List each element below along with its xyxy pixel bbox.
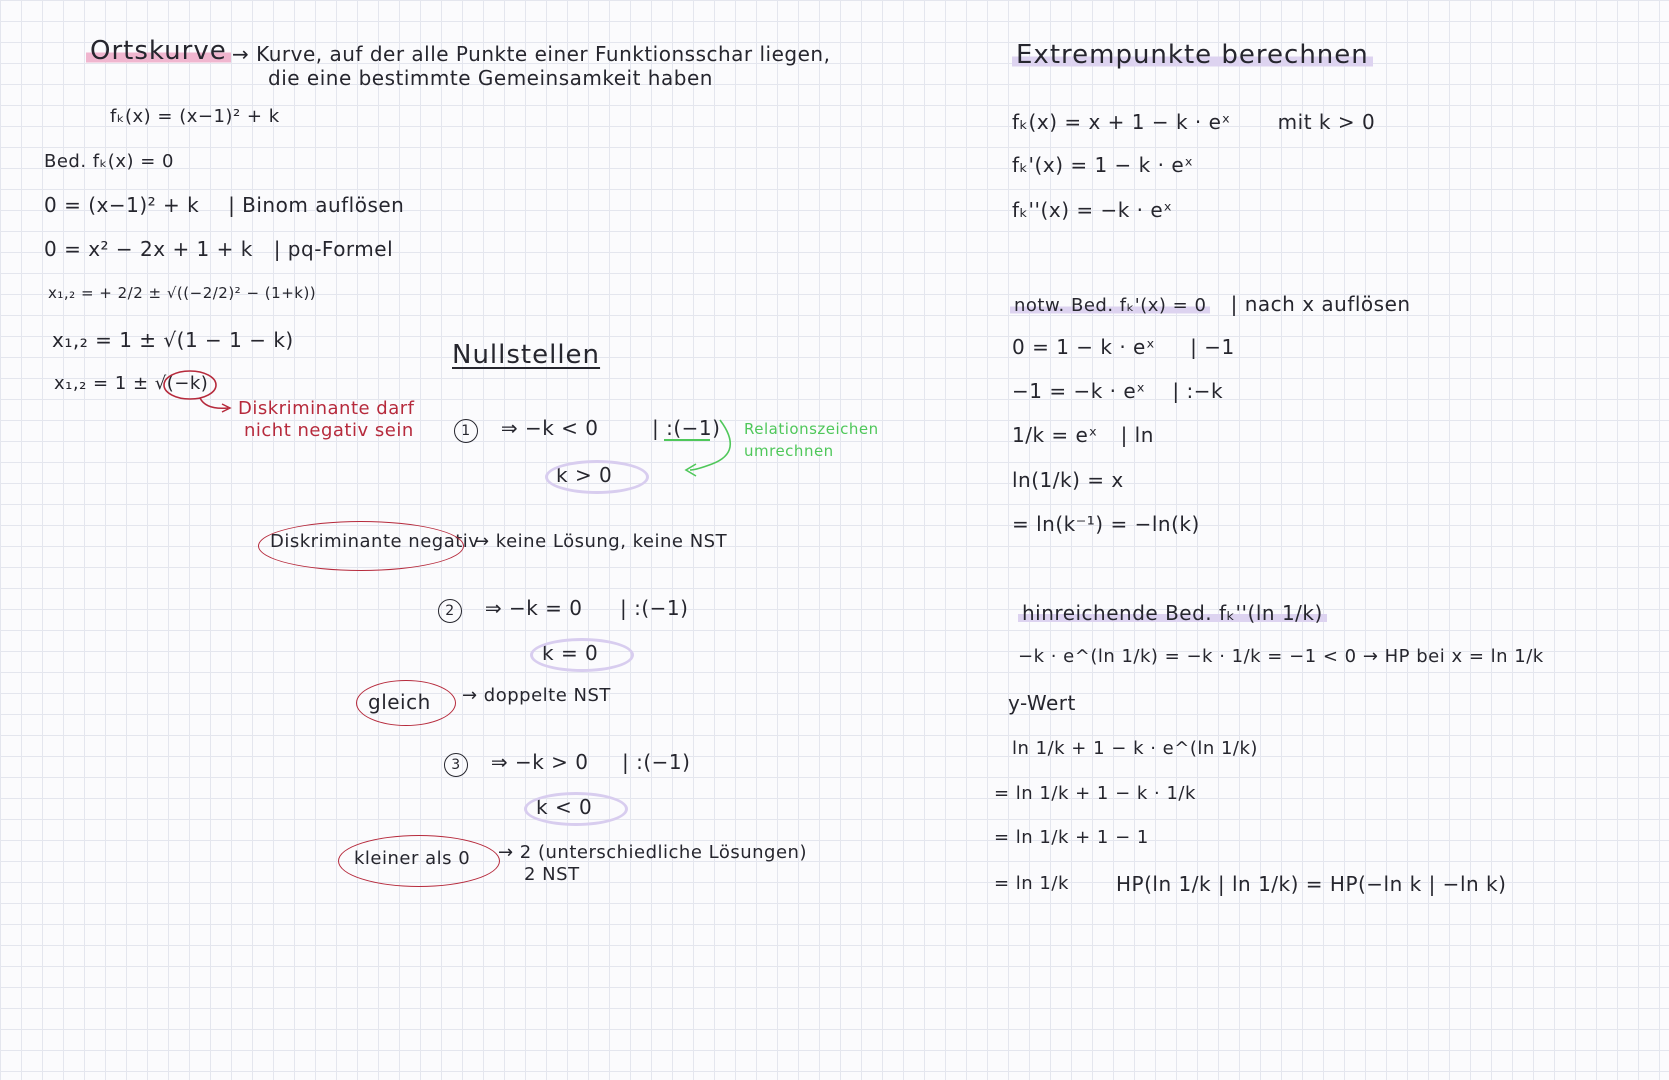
ortskurve-definition-line2: die eine bestimmte Gemeinsamkeit haben [268, 66, 713, 90]
discriminant-arrowhead [222, 404, 230, 412]
case3-result: k < 0 [536, 795, 593, 819]
discriminant-note-line2: nicht negativ sein [244, 420, 414, 441]
case2-label-circle [356, 680, 456, 726]
solve-step1: 0 = 1 − k · eˣ | −1 [1012, 335, 1235, 359]
case2-operation: | :(−1) [620, 596, 689, 620]
pq-formula-step2: x₁,₂ = 1 ± √(1 − 1 − k) [52, 328, 294, 352]
case3-label-circle [338, 835, 500, 887]
case1-number: 1 [454, 419, 478, 443]
pq-formula-step3: x₁,₂ = 1 ± √(−k) [54, 373, 209, 394]
case2-conclusion: → doppelte NST [462, 685, 611, 706]
necessary-condition: notw. Bed. fₖ'(x) = 0 | nach x auflösen [1010, 292, 1411, 317]
derivative-2: fₖ''(x) = −k · eˣ [1012, 198, 1173, 222]
case1-label: Diskriminante negativ [270, 531, 480, 552]
condition-zero: Bed. fₖ(x) = 0 [44, 151, 174, 172]
high-point-result: HP(ln 1/k | ln 1/k) = HP(−ln k | −ln k) [1116, 872, 1507, 896]
solve-step4: ln(1/k) = x [1012, 468, 1124, 492]
case2-result: k = 0 [542, 641, 599, 665]
case1-note-line2: umrechnen [744, 442, 834, 460]
discriminant-note-line1: Diskriminante darf [238, 398, 415, 419]
y-value-step2: = ln 1/k + 1 − k · 1/k [994, 783, 1196, 804]
ortskurve-definition-line1: → Kurve, auf der alle Punkte einer Funktionsschar liegen, [232, 42, 831, 66]
green-arrowhead [686, 464, 696, 476]
case3-conclusion-line2: 2 NST [524, 864, 580, 885]
case1-result: k > 0 [556, 463, 613, 487]
case2-number: 2 [438, 599, 462, 623]
y-value-label: y-Wert [1008, 691, 1076, 715]
case1-result-highlight [545, 460, 649, 494]
sufficient-condition: hinreichende Bed. fₖ''(ln 1/k) [1018, 601, 1327, 625]
extrempunkte-title: Extrempunkte berechnen [1012, 40, 1373, 70]
derivative-1: fₖ'(x) = 1 − k · eˣ [1012, 153, 1194, 177]
y-value-step1: ln 1/k + 1 − k · e^(ln 1/k) [1012, 738, 1258, 759]
equation-binom: 0 = (x−1)² + k | Binom auflösen [44, 193, 405, 217]
case3-result-highlight [524, 792, 628, 826]
solve-step5: = ln(k⁻¹) = −ln(k) [1012, 512, 1200, 536]
y-value-step3: = ln 1/k + 1 − 1 [994, 827, 1149, 848]
function-f: fₖ(x) = x + 1 − k · eˣ mit k > 0 [1012, 110, 1376, 134]
ortskurve-title: Ortskurve [86, 36, 231, 66]
case3-equation: 3 ⇒ −k > 0 [444, 750, 589, 777]
nullstellen-title: Nullstellen [452, 340, 601, 370]
case3-conclusion-line1: → 2 (unterschiedliche Lösungen) [498, 842, 807, 863]
case3-label: kleiner als 0 [354, 848, 471, 869]
case1-equation: 1 ⇒ −k < 0 [454, 416, 599, 443]
function-definition: fₖ(x) = (x−1)² + k [110, 106, 280, 127]
case2-label: gleich [368, 690, 431, 714]
equation-expanded: 0 = x² − 2x + 1 + k | pq-Formel [44, 237, 394, 261]
case1-operation: | :(−1) [652, 416, 721, 440]
solve-step2: −1 = −k · eˣ | :−k [1012, 379, 1224, 403]
y-value-step4: = ln 1/k [994, 873, 1069, 894]
case1-conclusion: → keine Lösung, keine NST [474, 531, 728, 552]
sufficient-condition-equation: −k · e^(ln 1/k) = −k · 1/k = −1 < 0 → HP bei x = ln 1/k [1018, 646, 1544, 667]
case2-result-highlight [530, 638, 634, 672]
pq-formula-step1: x₁,₂ = + 2/2 ± √((−2/2)² − (1+k)) [48, 284, 317, 302]
case1-label-circle [258, 521, 464, 571]
solve-step3: 1/k = eˣ | ln [1012, 423, 1154, 447]
case3-number: 3 [444, 753, 468, 777]
case3-operation: | :(−1) [622, 750, 691, 774]
discriminant-arrow [200, 398, 228, 408]
case2-equation: 2 ⇒ −k = 0 [438, 596, 583, 623]
case1-note-line1: Relationszeichen [744, 420, 879, 438]
